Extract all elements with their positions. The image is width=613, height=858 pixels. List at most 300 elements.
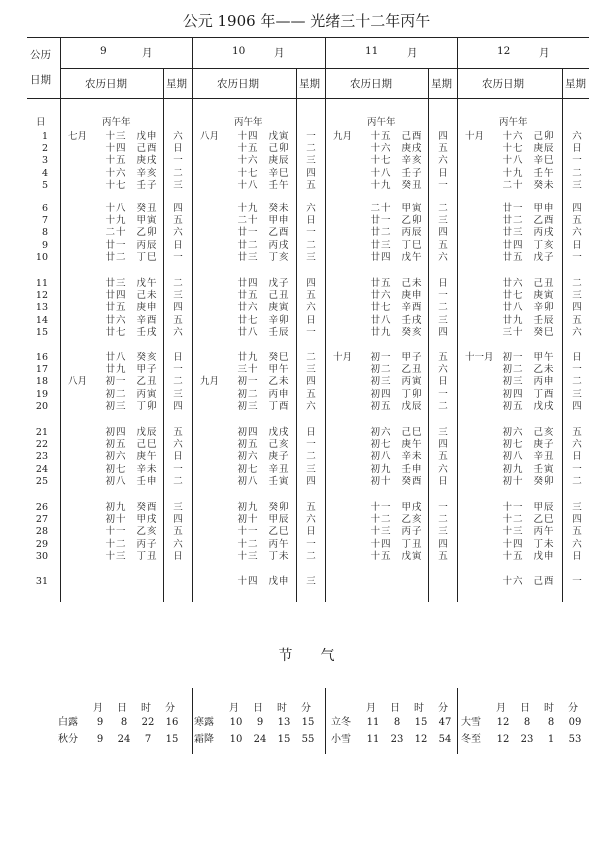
lunar-day: 十六 [237,155,259,167]
ganzhi: 丁亥 [268,251,290,263]
day-col-border [60,37,61,602]
solar-term-header: 分 [438,703,448,714]
lunar-day: 廿六 [237,302,259,314]
lunar-day: 初三 [105,400,127,412]
ganzhi: 丁未 [268,550,290,562]
lunar-day: 初九 [502,463,524,475]
lunar-day: 初一 [105,376,127,388]
ganzhi: 丙戌 [268,239,290,251]
lunar-day: 初七 [370,439,392,451]
solar-term-header: 月 [229,703,239,714]
day-number: 1 [41,131,48,142]
solar-term-value: 16 [165,717,179,728]
weekday-sep [163,68,164,602]
day-number: 13 [35,302,48,314]
lunar-day: 初六 [237,451,259,463]
ganzhi: 丁巳 [401,239,423,251]
lunar-day: 十八 [370,167,392,179]
weekday: 六 [306,302,316,314]
weekday: 六 [173,131,183,142]
weekday: 日 [306,526,316,538]
solar-term-header: 时 [544,703,554,714]
solar-terms-title: 节 气 [278,648,335,664]
weekday: 一 [306,227,316,239]
ganzhi: 庚辰 [533,143,555,155]
weekday: 二 [306,239,316,251]
solar-term-header: 分 [165,703,175,714]
lunar-day: 十三 [105,131,127,142]
weekday: 三 [572,388,582,400]
ganzhi: 戊寅 [401,550,423,562]
year-label: 丙午年 [102,117,131,128]
weekday: 一 [173,364,183,376]
ganzhi: 癸酉 [401,475,423,487]
weekday: 三 [173,179,183,191]
month-number: 9 [100,45,107,57]
ganzhi: 庚午 [401,439,423,451]
lunar-day: 二十 [237,215,259,227]
weekday: 六 [572,227,582,239]
xingqi-header: 星期 [565,78,586,90]
lunar-day: 十七 [502,143,524,155]
solar-term-value: 12 [496,717,510,728]
ganzhi: 己亥 [533,427,555,438]
weekday: 六 [173,538,183,550]
day-number: 11 [35,278,48,289]
ganzhi: 丙子 [401,526,423,538]
ganzhi: 癸亥 [401,326,423,338]
weekday: 五 [438,451,448,463]
ganzhi: 癸卯 [268,502,290,513]
ganzhi: 己酉 [533,576,555,587]
ganzhi: 癸巳 [268,352,290,363]
weekday: 一 [306,131,316,142]
weekday: 六 [438,364,448,376]
weekday: 六 [173,439,183,451]
lunar-day: 十五 [370,550,392,562]
solar-term-value: 9 [256,717,264,728]
header-bottom-border [27,98,589,99]
ganzhi: 庚子 [533,439,555,451]
weekday: 五 [173,314,183,326]
month-unit: 月 [142,47,153,59]
lunar-day: 廿八 [370,314,392,326]
weekday: 一 [306,326,316,338]
solar-term-name: 寒露 [194,717,214,728]
weekday: 五 [572,526,582,538]
month-unit: 月 [274,47,285,59]
solar-term-value: 8 [120,717,128,728]
solar-term-value: 9 [96,734,104,745]
weekday: 六 [572,538,582,550]
weekday: 六 [173,326,183,338]
weekday: 一 [306,538,316,550]
month-unit: 月 [407,47,418,59]
lunar-day: 十三 [105,550,127,562]
lunar-day: 初十 [105,514,127,526]
lunar-day: 初一 [370,352,392,363]
lunar-day: 初一 [237,376,259,388]
lunar-day: 十四 [105,143,127,155]
lunar-day: 十三 [370,526,392,538]
weekday: 四 [173,514,183,526]
weekday: 日 [572,239,582,251]
weekday: 五 [572,314,582,326]
weekday: 三 [306,155,316,167]
month-number: 11 [365,45,379,57]
ganzhi: 戊申 [533,550,555,562]
lunar-day: 十六 [502,131,524,142]
solar-term-name: 霜降 [194,734,214,745]
solar-term-header: 月 [496,703,506,714]
weekday: 五 [173,215,183,227]
solar-term-header: 日 [117,703,127,714]
weekday: 日 [173,451,183,463]
weekday: 三 [306,576,316,587]
lunar-day: 廿九 [105,364,127,376]
solar-term-name: 冬至 [461,734,481,745]
ganzhi: 癸丑 [401,179,423,191]
weekday: 一 [173,251,183,263]
ganzhi: 己丑 [268,290,290,302]
lunar-day: 廿五 [105,302,127,314]
solar-term-name: 立冬 [331,717,351,728]
solar-term-value: 11 [366,734,380,745]
weekday: 一 [572,251,582,263]
ganzhi: 己巳 [136,439,158,451]
weekday: 四 [438,227,448,239]
weekday: 二 [438,400,448,412]
solar-term-value: 23 [520,734,534,745]
ganzhi: 乙亥 [401,514,423,526]
lunar-day: 初八 [502,451,524,463]
weekday: 三 [306,364,316,376]
month-number: 12 [497,45,511,57]
weekday: 日 [438,475,448,487]
year-label: 丙午年 [499,117,528,128]
ganzhi: 乙丑 [401,364,423,376]
day-number: 30 [35,550,48,562]
lunar-day: 廿六 [502,278,524,289]
weekday: 五 [438,352,448,363]
weekday: 日 [173,143,183,155]
ganzhi: 己巳 [401,427,423,438]
ganzhi: 乙酉 [533,215,555,227]
ganzhi: 甲戌 [136,514,158,526]
weekday: 五 [572,215,582,227]
lunar-month-mark: 九月 [200,376,220,388]
solar-term-value: 13 [277,717,291,728]
day-number: 8 [41,227,48,239]
lunar-day: 廿四 [370,251,392,263]
ganzhi: 丙辰 [136,239,158,251]
day-number: 12 [35,290,48,302]
lunar-day: 廿一 [105,239,127,251]
lunar-day: 十四 [370,538,392,550]
weekday: 三 [572,502,582,513]
ganzhi: 甲戌 [401,502,423,513]
lunar-day: 廿六 [105,314,127,326]
weekday: 五 [173,427,183,438]
day-number: 3 [41,155,48,167]
ganzhi: 庚戌 [136,155,158,167]
solar-term-sep [457,688,458,754]
weekday: 三 [438,427,448,438]
lunar-day: 廿三 [105,278,127,289]
lunar-day: 初五 [237,439,259,451]
lunar-day: 廿二 [237,239,259,251]
lunar-day: 二十 [370,203,392,214]
solar-term-value: 12 [496,734,510,745]
day-number: 6 [41,203,48,214]
lunar-day: 初五 [105,439,127,451]
weekday: 二 [572,376,582,388]
lunar-day: 三十 [502,326,524,338]
lunar-day: 廿二 [370,227,392,239]
ganzhi: 壬申 [136,475,158,487]
lunar-day: 十一 [237,526,259,538]
ganzhi: 丁巳 [136,251,158,263]
lunar-day: 廿一 [370,215,392,227]
ganzhi: 辛未 [401,451,423,463]
ganzhi: 辛巳 [268,167,290,179]
ganzhi: 甲子 [136,364,158,376]
solar-term-value: 12 [414,734,428,745]
ganzhi: 甲午 [268,364,290,376]
ganzhi: 甲午 [533,352,555,363]
day-number: 14 [35,314,48,326]
weekday: 三 [306,251,316,263]
lunar-day: 初五 [370,400,392,412]
lunar-month-mark: 十一月 [465,352,494,363]
lunar-day: 十八 [105,203,127,214]
weekday: 三 [173,388,183,400]
xingqi-header: 星期 [431,78,452,90]
lunar-day: 初三 [237,400,259,412]
solar-term-name: 小雪 [331,734,351,745]
solar-term-value: 8 [393,717,401,728]
ganzhi: 壬午 [268,179,290,191]
day-number: 31 [35,576,48,587]
lunar-day: 廿七 [370,302,392,314]
lunar-day: 廿四 [502,239,524,251]
gongli-label: 公历 [30,49,51,61]
weekday: 三 [438,215,448,227]
ganzhi: 辛卯 [268,314,290,326]
weekday: 六 [438,463,448,475]
weekday: 二 [438,203,448,214]
weekday: 一 [572,155,582,167]
lunar-day: 初二 [105,388,127,400]
lunar-day: 初五 [502,400,524,412]
lunar-day: 廿五 [237,290,259,302]
lunar-day: 廿八 [502,302,524,314]
day-number: 4 [41,167,48,179]
lunar-day: 十八 [237,179,259,191]
ganzhi: 壬辰 [268,326,290,338]
lunar-day: 十七 [105,179,127,191]
weekday: 二 [306,550,316,562]
solar-term-sep [192,688,193,754]
weekday: 日 [572,451,582,463]
weekday: 日 [438,167,448,179]
lunar-day: 十九 [105,215,127,227]
ganzhi: 壬戌 [136,326,158,338]
year-label: 丙午年 [234,117,263,128]
weekday: 日 [438,278,448,289]
ganzhi: 己未 [136,290,158,302]
ganzhi: 己酉 [136,143,158,155]
solar-term-value: 7 [144,734,152,745]
weekday: 五 [438,143,448,155]
ganzhi: 甲辰 [268,514,290,526]
ganzhi: 甲寅 [401,203,423,214]
solar-term-header: 分 [301,703,311,714]
ganzhi: 戊午 [401,251,423,263]
weekday: 四 [438,439,448,451]
day-number: 10 [35,251,48,263]
lunar-day: 十六 [502,576,524,587]
weekday: 三 [306,463,316,475]
day-number: 24 [35,463,48,475]
ganzhi: 丙寅 [136,388,158,400]
weekday: 五 [572,427,582,438]
weekday: 一 [572,463,582,475]
ganzhi: 癸未 [533,179,555,191]
weekday: 日 [173,352,183,363]
lunar-day: 十九 [237,203,259,214]
lunar-day: 廿九 [237,352,259,363]
lunar-day: 二十 [502,179,524,191]
lunar-month-mark: 八月 [68,376,88,388]
ganzhi: 癸未 [268,203,290,214]
solar-term-value: 15 [165,734,179,745]
weekday: 日 [572,550,582,562]
lunar-day: 初二 [502,364,524,376]
weekday: 四 [306,376,316,388]
lunar-month-mark: 十月 [333,352,353,363]
lunar-day: 廿四 [105,290,127,302]
weekday: 三 [572,290,582,302]
solar-term-value: 09 [568,717,582,728]
day-number: 22 [35,439,48,451]
weekday: 三 [438,314,448,326]
ganzhi: 辛亥 [136,167,158,179]
ganzhi: 己丑 [533,278,555,289]
solar-term-header: 月 [93,703,103,714]
weekday: 日 [173,239,183,251]
lunar-day: 初八 [105,475,127,487]
weekday: 五 [306,388,316,400]
lunar-day: 廿二 [105,251,127,263]
ganzhi: 丁卯 [136,400,158,412]
ganzhi: 乙未 [533,364,555,376]
weekday: 二 [572,278,582,289]
lunar-day: 初六 [370,427,392,438]
ganzhi: 丁卯 [401,388,423,400]
weekday: 四 [438,131,448,142]
ganzhi: 丙午 [268,538,290,550]
weekday: 二 [438,302,448,314]
ganzhi: 丁丑 [136,550,158,562]
ganzhi: 丁丑 [401,538,423,550]
solar-term-value: 54 [438,734,452,745]
month-sep [457,37,458,602]
solar-term-value: 15 [277,734,291,745]
weekday: 日 [173,550,183,562]
lunar-day: 十三 [502,526,524,538]
page-title: 公元 1906 年—— 光绪三十二年丙午 [182,12,431,30]
ganzhi: 辛酉 [401,302,423,314]
day-number: 25 [35,475,48,487]
weekday: 二 [572,475,582,487]
lunar-day: 十三 [237,550,259,562]
solar-term-header: 时 [414,703,424,714]
weekday: 四 [306,278,316,289]
ganzhi: 庚申 [136,302,158,314]
lunar-day: 初九 [370,463,392,475]
ganzhi: 甲辰 [533,502,555,513]
ganzhi: 戊子 [268,278,290,289]
ganzhi: 庚子 [268,451,290,463]
day-number: 20 [35,400,48,412]
ganzhi: 己酉 [401,131,423,142]
solar-term-sep [325,688,326,754]
lunar-day: 十六 [105,167,127,179]
weekday: 四 [306,475,316,487]
ganzhi: 癸巳 [533,326,555,338]
lunar-day: 廿五 [502,251,524,263]
weekday: 四 [173,203,183,214]
year-label: 丙午年 [367,117,396,128]
ganzhi: 辛未 [136,463,158,475]
weekday: 五 [173,526,183,538]
lunar-day: 初十 [237,514,259,526]
weekday: 一 [306,439,316,451]
ganzhi: 癸酉 [136,502,158,513]
weekday: 四 [572,203,582,214]
ganzhi: 丙寅 [401,376,423,388]
ganzhi: 壬午 [533,167,555,179]
lunar-day: 十五 [370,131,392,142]
lunar-day: 廿二 [502,215,524,227]
lunar-month-mark: 十月 [465,131,485,142]
weekday: 四 [572,514,582,526]
solar-term-value: 24 [253,734,267,745]
ganzhi: 辛丑 [533,451,555,463]
weekday: 四 [438,326,448,338]
lunar-day: 廿九 [370,326,392,338]
lunar-day: 初一 [502,352,524,363]
day-number: 23 [35,451,48,463]
lunar-day: 十七 [237,167,259,179]
lunar-day: 十五 [105,155,127,167]
solar-term-header: 分 [568,703,578,714]
weekday: 二 [173,167,183,179]
day-number: 21 [35,427,48,438]
lunar-day: 初四 [105,427,127,438]
solar-term-value: 8 [547,717,555,728]
lunar-day: 十二 [370,514,392,526]
month-unit: 月 [539,47,550,59]
lunar-day: 廿七 [237,314,259,326]
solar-term-header: 时 [277,703,287,714]
day-number: 29 [35,538,48,550]
solar-term-name: 白露 [58,717,78,728]
solar-term-value: 8 [523,717,531,728]
ganzhi: 丙午 [533,526,555,538]
ganzhi: 戊辰 [136,427,158,438]
